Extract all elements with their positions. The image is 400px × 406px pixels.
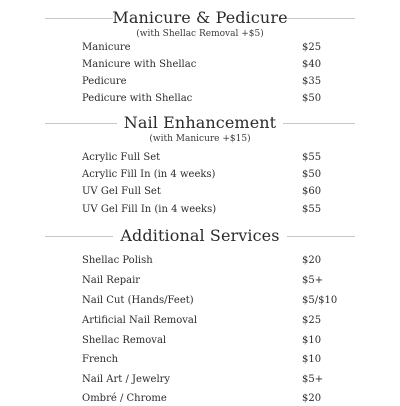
menu-item bbox=[0, 294, 400, 308]
item-name: Acrylic Full Set bbox=[82, 152, 161, 163]
item-price: $5+ bbox=[302, 275, 324, 286]
menu-item bbox=[0, 373, 400, 387]
section-title: Additional Services bbox=[120, 226, 280, 245]
menu-item bbox=[0, 203, 400, 217]
item-price: $50 bbox=[302, 169, 322, 180]
section-header-nail-enhancement bbox=[0, 113, 400, 133]
item-price: $25 bbox=[302, 42, 322, 53]
item-price: $25 bbox=[302, 315, 322, 326]
menu-item bbox=[0, 41, 400, 55]
item-price: $20 bbox=[302, 393, 322, 404]
item-price: $20 bbox=[302, 255, 322, 266]
item-name: Manicure with Shellac bbox=[82, 59, 197, 70]
item-price: $10 bbox=[302, 335, 322, 346]
menu-item bbox=[0, 168, 400, 182]
item-name: Nail Art / Jewelry bbox=[82, 374, 171, 385]
menu-item bbox=[0, 314, 400, 328]
section-subtitle: (with Manicure +$15) bbox=[149, 134, 251, 144]
item-name: Manicure bbox=[82, 42, 131, 53]
item-name: UV Gel Fill In (in 4 weeks) bbox=[82, 204, 217, 215]
item-name: Acrylic Fill In (in 4 weeks) bbox=[82, 169, 216, 180]
item-price: $60 bbox=[302, 186, 322, 197]
menu-item bbox=[0, 185, 400, 199]
section-header-manicure-pedicure bbox=[0, 8, 400, 28]
item-name: Nail Cut (Hands/Feet) bbox=[82, 295, 194, 306]
section-title: Manicure & Pedicure bbox=[112, 8, 288, 27]
item-name: Shellac Polish bbox=[82, 255, 153, 266]
item-name: Pedicure bbox=[82, 76, 127, 87]
item-price: $55 bbox=[302, 152, 322, 163]
section-title: Nail Enhancement bbox=[123, 113, 277, 132]
item-price: $50 bbox=[302, 93, 322, 104]
item-name: UV Gel Full Set bbox=[82, 186, 161, 197]
section-subtitle: (with Shellac Removal +$5) bbox=[136, 29, 264, 39]
item-price: $35 bbox=[302, 76, 322, 87]
item-price: $40 bbox=[302, 59, 322, 70]
item-name: Pedicure with Shellac bbox=[82, 93, 193, 104]
menu-item bbox=[0, 75, 400, 89]
menu-item bbox=[0, 254, 400, 268]
item-name: Ombré / Chrome bbox=[82, 393, 167, 404]
item-name: Nail Repair bbox=[82, 275, 141, 286]
menu-item bbox=[0, 353, 400, 367]
item-price: $10 bbox=[302, 354, 322, 365]
item-name: Shellac Removal bbox=[82, 335, 167, 346]
item-price: $55 bbox=[302, 204, 322, 215]
menu-item bbox=[0, 58, 400, 72]
menu-item bbox=[0, 92, 400, 106]
item-name: Artificial Nail Removal bbox=[82, 315, 198, 326]
item-price: $5/$10 bbox=[302, 295, 338, 306]
menu-item bbox=[0, 274, 400, 288]
item-name: French bbox=[82, 354, 119, 365]
section-header-additional-services bbox=[0, 226, 400, 246]
menu-item bbox=[0, 151, 400, 165]
menu-item bbox=[0, 392, 400, 406]
item-price: $5+ bbox=[302, 374, 324, 385]
menu-item bbox=[0, 334, 400, 348]
